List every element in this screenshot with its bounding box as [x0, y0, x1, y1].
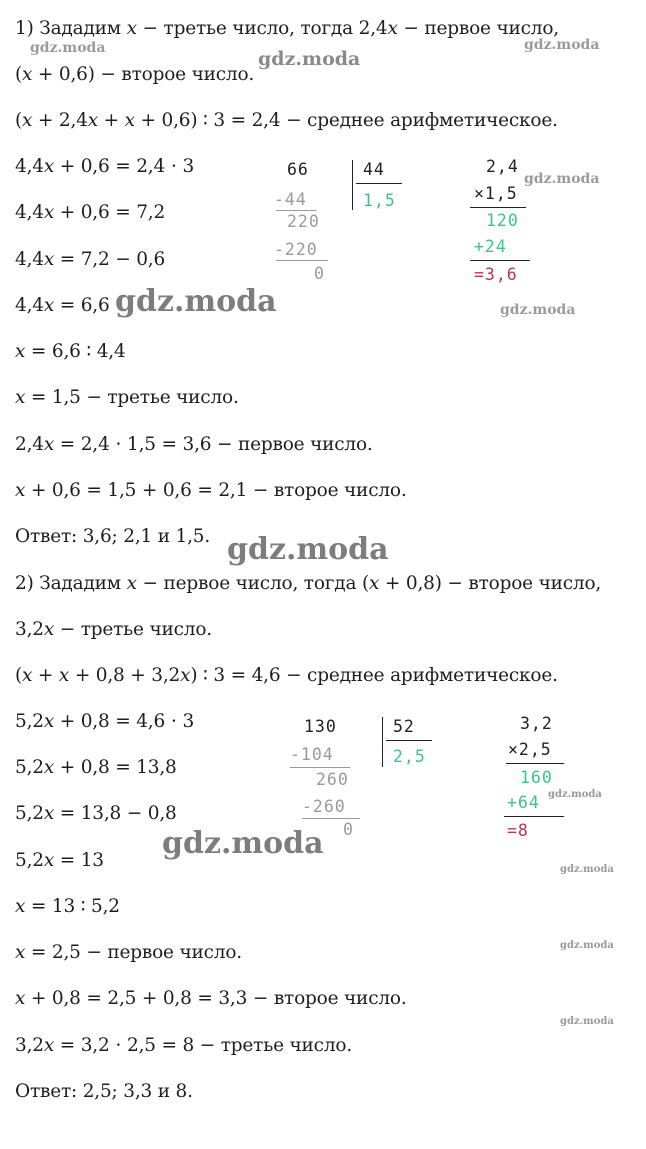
division-remainder-1: 260: [316, 770, 349, 789]
multiplication-line-1: [470, 207, 526, 208]
problem2-step-5: 𝑥 = 13 ∶ 5,2: [15, 896, 120, 917]
division-subtract-1: -44: [274, 190, 307, 209]
division-subtract-2: -260: [302, 797, 346, 816]
problem2-step-1: 5,2𝑥 + 0,8 = 4,6 ⋅ 3: [15, 711, 195, 732]
multiplication-partial-1: 120: [486, 211, 519, 230]
division-line-2: [276, 260, 328, 261]
watermark: gdz.moda: [30, 40, 106, 56]
problem2-answer: Ответ: 2,5; 3,3 и 8.: [15, 1081, 193, 1102]
problem1-step-5: 𝑥 = 6,6 ∶ 4,4: [15, 341, 126, 362]
problem2-second-number: 𝑥 + 0,8 = 2,5 + 0,8 = 3,3 − второе число.: [15, 988, 407, 1009]
problem1-step-3: 4,4𝑥 = 7,2 − 0,6: [15, 249, 166, 270]
multiplication-partial-1: 160: [520, 768, 553, 787]
watermark: gdz.moda: [524, 171, 600, 187]
division-remainder-2: 0: [314, 264, 325, 283]
division-quotient: 1,5: [363, 191, 396, 210]
division-divisor: 52: [393, 717, 415, 736]
problem2-mean-equation: (𝑥 + 𝑥 + 0,8 + 3,2𝑥) ∶ 3 = 4,6 − среднее арифметическое.: [15, 665, 558, 686]
multiplication-partial-2: +24: [474, 237, 507, 256]
division-quotient: 2,5: [393, 747, 426, 766]
watermark: gdz.moda: [258, 48, 361, 70]
problem1-third-number: 𝑥 = 1,5 − третье число.: [15, 387, 239, 408]
watermark: gdz.moda: [560, 1016, 614, 1027]
multiplication-factor-b: ×1,5: [474, 184, 518, 203]
division-subtract-1: -104: [290, 745, 334, 764]
division-line-2: [302, 818, 360, 819]
division-dividend: 66: [287, 160, 309, 179]
problem2-step-2: 5,2𝑥 + 0,8 = 13,8: [15, 757, 177, 778]
watermark: gdz.moda: [560, 864, 614, 875]
watermark: gdz.moda: [115, 284, 277, 319]
problem2-third-number-def: 3,2𝑥 − третье число.: [15, 619, 212, 640]
watermark: gdz.moda: [524, 37, 600, 53]
watermark: gdz.moda: [548, 789, 602, 800]
division-divisor-line: [386, 740, 432, 741]
problem2-first-number: 𝑥 = 2,5 − первое число.: [15, 942, 242, 963]
division-remainder-2: 0: [343, 820, 354, 839]
division-vertical-bar: [382, 717, 383, 767]
multiplication-line-2: [470, 260, 530, 261]
problem1-second-number-value: 𝑥 + 0,6 = 1,5 + 0,6 = 2,1 − второе число.: [15, 480, 407, 501]
multiplication-factor-a: 3,2: [520, 714, 553, 733]
problem1-step-2: 4,4𝑥 + 0,6 = 7,2: [15, 202, 166, 223]
problem1-second-number: (𝑥 + 0,6) − второе число.: [15, 64, 255, 85]
division-subtract-2: -220: [274, 240, 318, 259]
division-line-1: [290, 767, 350, 768]
problem1-intro-line: 1) Зададим 𝑥 − третье число, тогда 2,4𝑥 − первое число,: [15, 18, 559, 39]
problem1-answer: Ответ: 3,6; 2,1 и 1,5.: [15, 526, 211, 547]
problem2-step-4: 5,2𝑥 = 13: [15, 850, 104, 871]
multiplication-line-1: [506, 763, 564, 764]
multiplication-factor-a: 2,4: [486, 157, 519, 176]
division-dividend: 130: [304, 717, 337, 736]
problem1-step-1: 4,4𝑥 + 0,6 = 2,4 ⋅ 3: [15, 156, 195, 177]
division-divisor: 44: [363, 160, 385, 179]
problem1-step-4: 4,4𝑥 = 6,6: [15, 295, 110, 316]
watermark: gdz.moda: [227, 532, 389, 567]
multiplication-result: =3,6: [474, 265, 518, 284]
multiplication-line-2: [504, 816, 564, 817]
division-line-1: [276, 210, 316, 211]
problem2-intro-line: 2) Зададим 𝑥 − первое число, тогда (𝑥 + 0,8) − второе число,: [15, 573, 602, 594]
problem1-mean-equation: (𝑥 + 2,4𝑥 + 𝑥 + 0,6) ∶ 3 = 2,4 − среднее арифметическое.: [15, 110, 558, 131]
watermark: gdz.moda: [500, 302, 576, 318]
multiplication-result: =8: [507, 821, 529, 840]
multiplication-factor-b: ×2,5: [508, 740, 552, 759]
watermark: gdz.moda: [162, 826, 324, 861]
problem2-third-number: 3,2𝑥 = 3,2 ⋅ 2,5 = 8 − третье число.: [15, 1035, 353, 1056]
division-remainder-1: 220: [287, 212, 320, 231]
multiplication-partial-2: +64: [507, 793, 540, 812]
problem1-first-number: 2,4𝑥 = 2,4 ⋅ 1,5 = 3,6 − первое число.: [15, 434, 373, 455]
watermark: gdz.moda: [560, 940, 614, 951]
problem2-step-3: 5,2𝑥 = 13,8 − 0,8: [15, 803, 177, 824]
division-divisor-line: [356, 183, 402, 184]
division-vertical-bar: [352, 160, 353, 210]
